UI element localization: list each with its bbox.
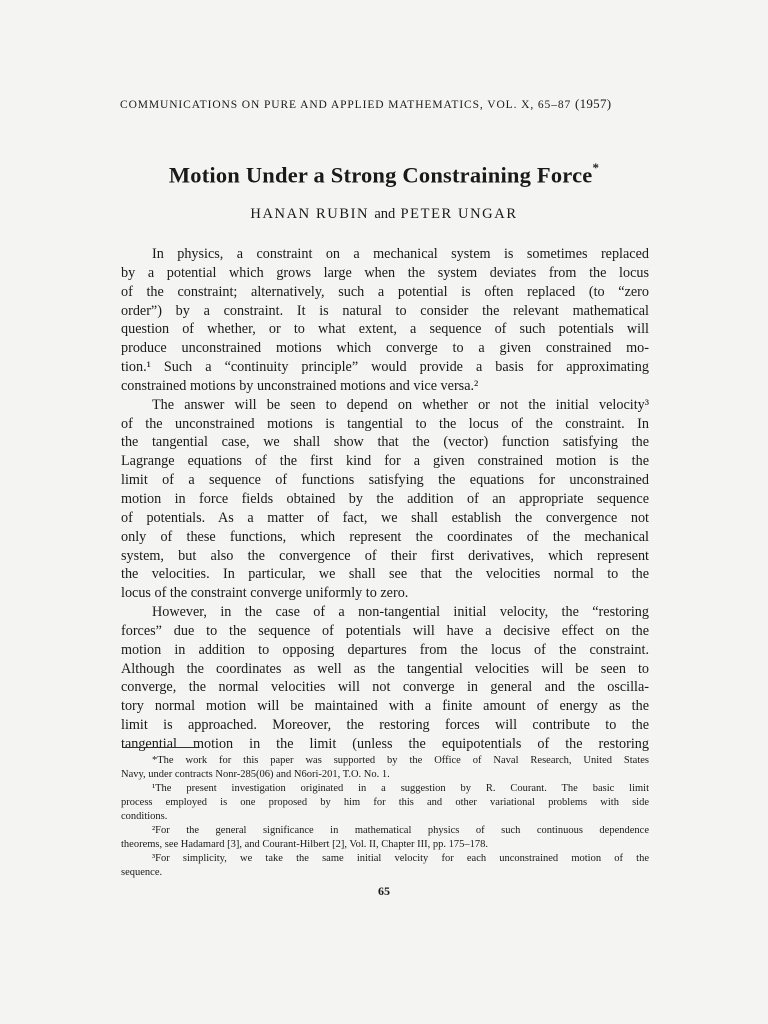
- text-line: only of these functions, which represent the coordinates of the mechanical: [121, 528, 649, 545]
- text-line: The answer will be seen to depend on whether or not the initial velocity³: [152, 396, 649, 413]
- text-line: motion in addition to opposing departures from the locus of the constraint.: [121, 641, 649, 658]
- text-line: question of whether, or to what extent, a sequence of such potentials will: [121, 321, 649, 338]
- journal-citation: COMMUNICATIONS ON PURE AND APPLIED MATHEMATICS, VOL. X, 65–87: [120, 99, 572, 111]
- footnote-line: Navy, under contracts Nonr-285(06) and N6ori-201, T.O. No. 1.: [121, 769, 390, 780]
- page-number: 65: [378, 884, 390, 898]
- footnote-line: theorems, see Hadamard [3], and Courant-Hilbert [2], Vol. II, Chapter III, pp. 175–178.: [121, 839, 489, 850]
- text-line: forces” due to the sequence of potentials will have a decisive effect on the: [121, 622, 649, 639]
- author-conjunction: and: [374, 206, 396, 222]
- text-line: Lagrange equations of the first kind for a given constrained motion is the: [121, 453, 649, 470]
- footnote-line: sequence.: [121, 867, 163, 878]
- text-line: by a potential which grows large when the system deviates from the locus: [121, 264, 649, 281]
- footnote-line: *The work for this paper was supported by the Office of Naval Research, United States: [152, 755, 649, 766]
- text-line: tion.¹ Such a “continuity principle” would provide a basis for approximating: [121, 359, 649, 376]
- footnote-line: ²For the general significance in mathematical physics of such continuous dependence: [152, 825, 649, 836]
- text-line: motion in force fields obtained by the addition of an appropriate sequence: [121, 490, 649, 507]
- text-line: tangential motion in the limit (unless the equipotentials of the restoring: [121, 735, 649, 752]
- text-line: constrained motions by unconstrained motions and vice versa.²: [121, 377, 479, 394]
- text-line: the tangential case, we shall show that the (vector) function satisfying the: [121, 434, 649, 451]
- footnote-separator: [122, 747, 198, 748]
- text-line: Although the coordinates as well as the tangential velocities will be seen to: [121, 660, 649, 677]
- text-line: produce unconstrained motions which converge to a given constrained mo-: [121, 340, 649, 357]
- running-header: [120, 96, 650, 112]
- journal-year: (1957): [574, 96, 612, 111]
- text-line: However, in the case of a non-tangential initial velocity, the “restoring: [152, 604, 649, 621]
- text-line: locus of the constraint converge uniformly to zero.: [121, 585, 409, 602]
- footnotes: [121, 754, 649, 880]
- author-1: HANAN RUBIN: [250, 206, 370, 222]
- footnote-line: ¹The present investigation originated in a suggestion by R. Courant. The basic limit: [152, 783, 649, 794]
- footnote-line: conditions.: [121, 811, 168, 822]
- body-text: [121, 245, 649, 754]
- author-line: [0, 206, 768, 223]
- text-line: tory normal motion will be maintained with a finite amount of energy as the: [121, 698, 649, 715]
- text-line: system, but also the convergence of their first derivatives, which represent: [121, 547, 649, 564]
- footnote-line: ³For simplicity, we take the same initial velocity for each unconstrained motion of the: [152, 853, 649, 864]
- footnote-line: process employed is one proposed by him for this and other variational problems with side: [121, 797, 649, 808]
- paper-title-text: Motion Under a Strong Constraining Force: [168, 162, 593, 188]
- text-line: of the constraint; alternatively, such a potential is often replaced (to “zero: [121, 283, 649, 300]
- title-footnote-mark: *: [592, 160, 600, 175]
- text-line: of potentials. As a matter of fact, we shall establish the convergence not: [121, 509, 649, 526]
- text-line: order”) by a constraint. It is natural to consider the relevant mathematical: [121, 302, 649, 319]
- paper-title: [0, 162, 768, 189]
- text-line: converge, the normal velocities will not converge in general and the oscilla-: [121, 679, 649, 696]
- text-line: the velocities. In particular, we shall see that the velocities normal to the: [121, 566, 649, 583]
- text-line: limit is approached. Moreover, the restoring forces will contribute to the: [121, 717, 649, 734]
- author-2: PETER UNGAR: [400, 206, 518, 222]
- text-line: limit of a sequence of functions satisfying the equations for unconstrained: [121, 472, 649, 489]
- text-line: In physics, a constraint on a mechanical system is sometimes replaced: [152, 246, 649, 262]
- text-line: of the unconstrained motions is tangential to the locus of the constraint. In: [121, 415, 649, 432]
